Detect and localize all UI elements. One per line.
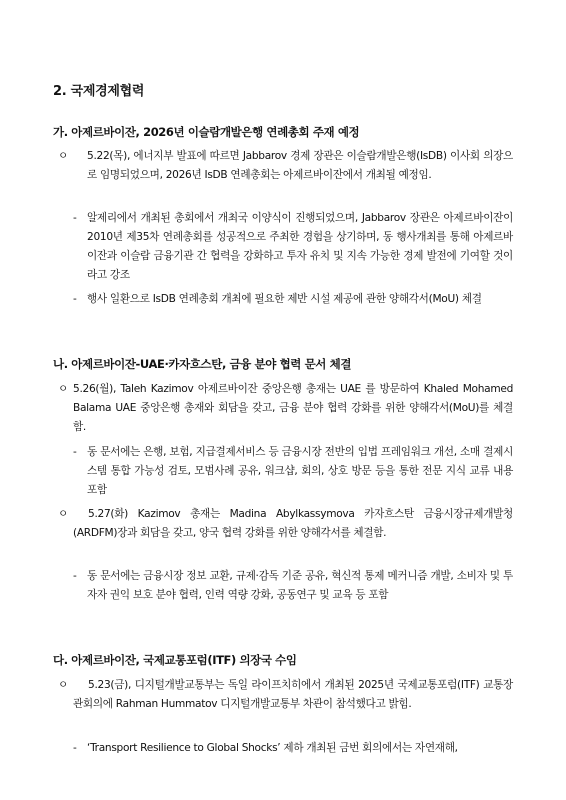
heading-c: 다. 아제르바이잔, 국제교통포럼(ITF) 의장국 수임 (53, 653, 297, 667)
section-title: 2. 국제경제협력 (53, 84, 145, 99)
b-dash-2: 동 문서에는 금융시장 정보 교환, 규제·감독 기준 공유, 혁신적 통제 메커니즘 개발, 소비자 및 투자자 권익 보호 분야 협력, 인력 역량 강화, 공동연구 및 교육 등 포함 (87, 570, 513, 601)
a-dash-1: 알제리에서 개최된 총회에서 개최국 이양식이 진행되었으며, Jabbarov 장관은 아제르바이잔이 2010년 제35차 연례총회를 성공적으로 주최한 경험을 상기하며, 동 행사개최를 통해 아제르바이잔과 이슬람 금융기관 간 협력을 강화하고 투자 유치 및 지속 가능한 경제 발전에 기여할 것이라고 강조 (87, 212, 513, 281)
dash-marker-icon: - (73, 212, 77, 224)
bullet-circle-icon: ㅇ (58, 383, 69, 395)
bullet-circle-icon: ㅇ (58, 679, 69, 691)
a-dash-2: 행사 일환으로 IsDB 연례총회 개최에 필요한 제반 시설 제공에 관한 양해각서(MoU) 체결 (87, 293, 482, 305)
c-bullet-1: 5.23(금), 디지털개발교통부는 독일 라이프치히에서 개최된 2025년 국제교통포럼(ITF) 교통장관회의에 Rahman Hummatov 디지털개발교통부 차관이 참석했다고 밝힘. (73, 679, 513, 710)
bullet-circle-icon: ㅇ (58, 508, 69, 520)
dash-marker-icon: - (73, 570, 77, 582)
c-dash-1: ‘Transport Resilience to Global Shocks’ 제하 개최된 금번 회의에서는 자연재해, (87, 742, 458, 754)
bullet-circle-icon: ㅇ (58, 150, 69, 162)
a-bullet-1: 5.22(목), 에너지부 발표에 따르면 Jabbarov 경제 장관은 이슬람개발은행(IsDB) 이사회 의장으로 임명되었으며, 2026년 IsDB 연례총회는 아제르바이잔에서 개최될 예정임. (87, 150, 513, 181)
b-bullet-1: 5.26(월), Taleh Kazimov 아제르바이잔 중앙은행 총재는 UAE 를 방문하여 Khaled Mohamed Balama UAE 중앙은행 총재와 회담을 갖고, 금융 분야 협력 강화를 위한 양해각서(MoU)를 체결함. (73, 383, 513, 433)
heading-b: 나. 아제르바이잔-UAE·카자흐스탄, 금융 분야 협력 문서 체결 (53, 357, 352, 371)
dash-marker-icon: - (73, 742, 77, 754)
b-dash-1: 동 문서에는 은행, 보험, 지급결제서비스 등 금융시장 전반의 입법 프레임워크 개선, 소매 결제시스템 통합 가능성 검토, 모범사례 공유, 워크샵, 회의, 상호 방문 등을 통한 전문 지식 교류 내용 포함 (87, 446, 514, 496)
dash-marker-icon: - (73, 446, 77, 458)
dash-marker-icon: - (73, 293, 77, 305)
heading-a: 가. 아제르바이잔, 2026년 이슬람개발은행 연례총회 주재 예정 (53, 125, 360, 139)
b-bullet-2: 5.27(화) Kazimov 총재는 Madina Abylkassymova 카자흐스탄 금융시장규제개발청(ARDFM)장과 회담을 갖고, 양국 협력 강화를 위한 양해각서를 체결함. (73, 508, 513, 539)
